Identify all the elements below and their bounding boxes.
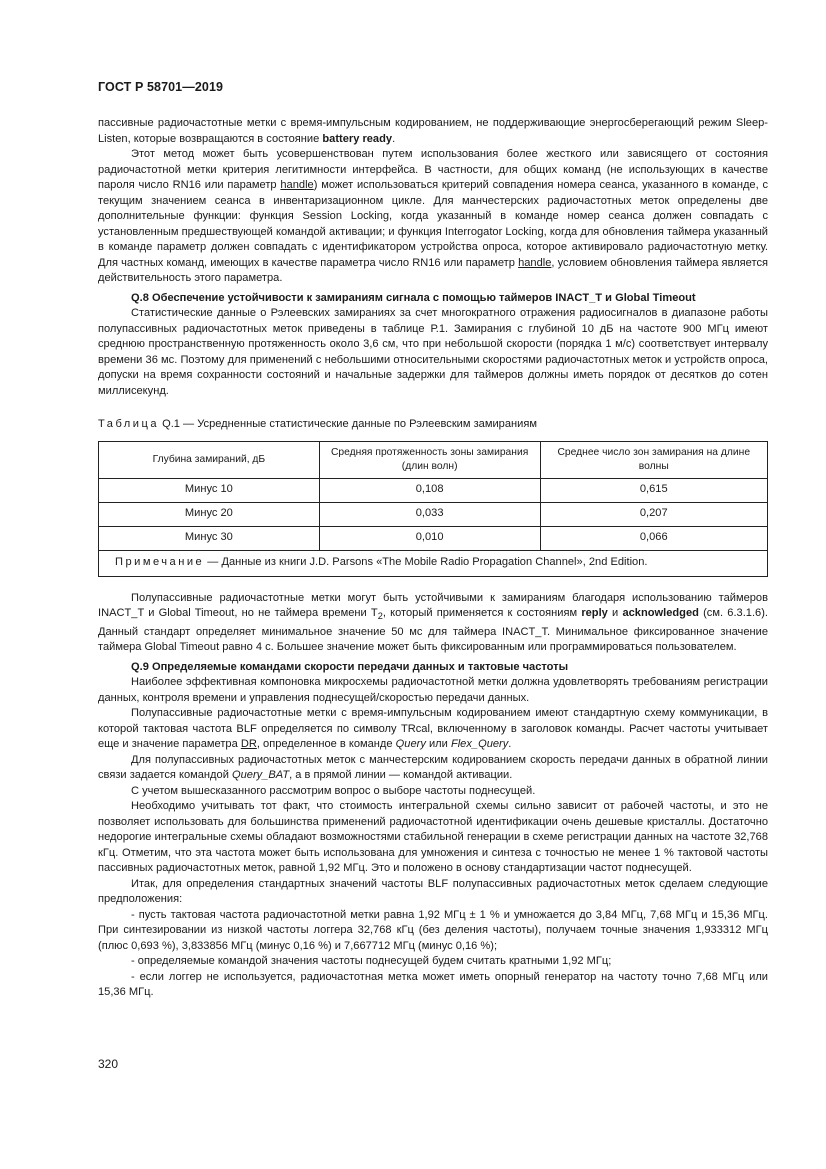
paragraph-4: Полупассивные радиочастотные метки могут быть устойчивыми к замираниям благодаря использованию таймеров INACT_T и Global Timeout, но не таймера времени $T_2$, который применяется к состояниям reply и acknowledged (см. 6.3.1.6). Данный стандарт определяет минимальное значение 50 мс для таймера INACT_T. Минимальное фиксированное значение таймера Global Timeout равно 4 с. Большее значение может быть фиксированным или программироваться пользователем. — [98, 591, 768, 654]
document-body — [98, 116, 768, 1001]
table-header-cell: Средняя протяженность зоны замирания (длин волн) — [319, 441, 540, 478]
fading-statistics-table — [98, 441, 768, 577]
table-cell: 0,207 — [540, 502, 767, 526]
table-cell: Минус 30 — [99, 526, 320, 550]
paragraph-5: Наиболее эффективная компоновка микросхемы радиочастотной метки должна удовлетворять требованиям регистрации данных, контроля времени и управления поднесущей/скоростью передачи данных. — [98, 676, 768, 704]
paragraph-10: Итак, для определения стандартных значений частоты BLF полупассивных радиочастотных меток сделаем следующие предположения: — [98, 877, 768, 906]
paragraph-9: Необходимо учитывать тот факт, что стоимость интегральной схемы сильно зависит от рабочей частоты, и это не позволяет использовать для большинства применений радиочастотной идентификации очень дешевые кристаллы. Достаточно недорогие интегральные схемы обладают возможностями стабильной генерации в схеме регистрации данных на частоте 32,768 кГц. Отметим, что эта частота может быть использована для умножения и синтеза с точностью не менее 1 % тактовой частоты пассивных радиочастотных меток, равной 1,92 МГц. Это и положено в основу стандартизации частот поднесущей. — [98, 800, 768, 875]
table-cell: Минус 10 — [99, 478, 320, 502]
paragraph-3: Статистические данные о Рэлеевских замираниях за счет многократного отражения радиосигналов в диапазоне работы полупассивных радиочастотных меток приведены в таблице Р.1. Замирания с глубиной 10 дБ на частоте 900 МГц имеют среднюю пространственную протяженность около 3,6 см, что при небольшой скорости (порядка 1 м/с) соответствует интервалу времени 36 мс. Поэтому для применений с небольшими относительными скоростями радиочастотных меток и устройств опроса, допуски на время сохранности состояний и начальные задержки для таймеров должны иметь порядок от десятков до сотен миллисекунд. — [98, 307, 768, 397]
table-header-row — [99, 441, 768, 478]
list-item: - пусть тактовая частота радиочастотной метки равна 1,92 МГц ± 1 % и умножается до 3,84 МГц, 7,68 МГц и 15,36 МГц. При синтезировании из низкой частоты логгера 32,768 кГц (без деления частоты), получаем точные значения 1,933312 МГц (плюс 0,693 %), 3,833856 МГц (минус 0,16 %) и 7,667712 МГц (минус 0,16 %); — [98, 908, 768, 952]
paragraph-8: С учетом вышесказанного рассмотрим вопрос о выборе частоты поднесущей. — [131, 784, 536, 797]
section-heading-q9: Q.9 Определяемые командами скорости передачи данных и тактовые частоты — [131, 660, 569, 673]
list-item: - определяемые командой значения частоты поднесущей будем считать кратными 1,92 МГц; — [131, 955, 612, 968]
table-header-cell: Глубина замираний, дБ — [99, 441, 320, 478]
section-heading-q8: Q.8 Обеспечение устойчивости к замираниям сигнала с помощью таймеров INACT_T и Global Timeout — [131, 291, 696, 304]
paragraph-1: пассивные радиочастотные метки с время-импульсным кодированием, не поддерживающие энергосберегающий режим Sleep-Listen, которые возвращаются в состояние battery ready. — [98, 117, 768, 145]
table-caption: Таблица Q.1 — Усредненные статистические данные по Рэлеевским замираниям — [98, 418, 537, 430]
table-cell: 0,615 — [540, 478, 767, 502]
table-cell: Минус 20 — [99, 502, 320, 526]
paragraph-7: Для полупассивных радиочастотных меток с манчестерским кодированием скорость передачи данных в обратной линии связи задается командой Query_BAT, а в прямой линии — командой активации. — [98, 753, 768, 782]
table-note-row — [99, 550, 768, 576]
table-cell: 0,033 — [319, 502, 540, 526]
document-header: ГОСТ Р 58701—2019 — [98, 80, 224, 94]
table-cell: 0,108 — [319, 478, 540, 502]
table-header-cell: Среднее число зон замирания на длине волны — [540, 441, 767, 478]
table-cell: 0,010 — [319, 526, 540, 550]
table-note: Примечание — Данные из книги J.D. Parsons «The Mobile Radio Propagation Channel», 2nd Edition. — [99, 550, 768, 576]
paragraph-2: Этот метод может быть усовершенствован путем использования более жесткого или зависящего от состояния радиочастотной метки критерия легитимности интерфейса. В частности, для общих команд (не использующих в качестве пароля число RN16 или параметр handle) может использоваться критерий совпадения номера сеанса, указанного в команде, с текущим значением сеанса в инвентаризационном цикле. Для манчестерских радиочастотных меток определены две дополнительные функции: функция Session Locking, когда указанный в команде номер сеанса должен совпадать с установленным предшествующей командой активации; и функция Interrogator Locking, когда для обновления таймера указанный в команде параметр должен совпадать с идентификатором устройства опроса, которое активировало радиочастотную метку. Для частных команд, имеющих в качестве параметра число RN16 или параметр handle, условием обновления таймера является действительность этого параметра. — [98, 148, 768, 284]
table-cell: 0,066 — [540, 526, 767, 550]
table-row — [99, 526, 768, 550]
paragraph-6: Полупассивные радиочастотные метки с время-импульсным кодированием имеют стандартную схему коммуникации, в которой тактовая частота BLF определяется по символу TRcal, включенному в заголовок команды. Расчет частоты учитывает еще и значение параметра DR, определенное в команде Query или Flex_Query. — [98, 707, 768, 751]
list-item: - если логгер не используется, радиочастотная метка может иметь опорный генератор на частоту точно 7,68 МГц или 15,36 МГц. — [98, 970, 768, 999]
page-number: 320 — [98, 1057, 119, 1071]
table-row — [99, 478, 768, 502]
table-row — [99, 502, 768, 526]
